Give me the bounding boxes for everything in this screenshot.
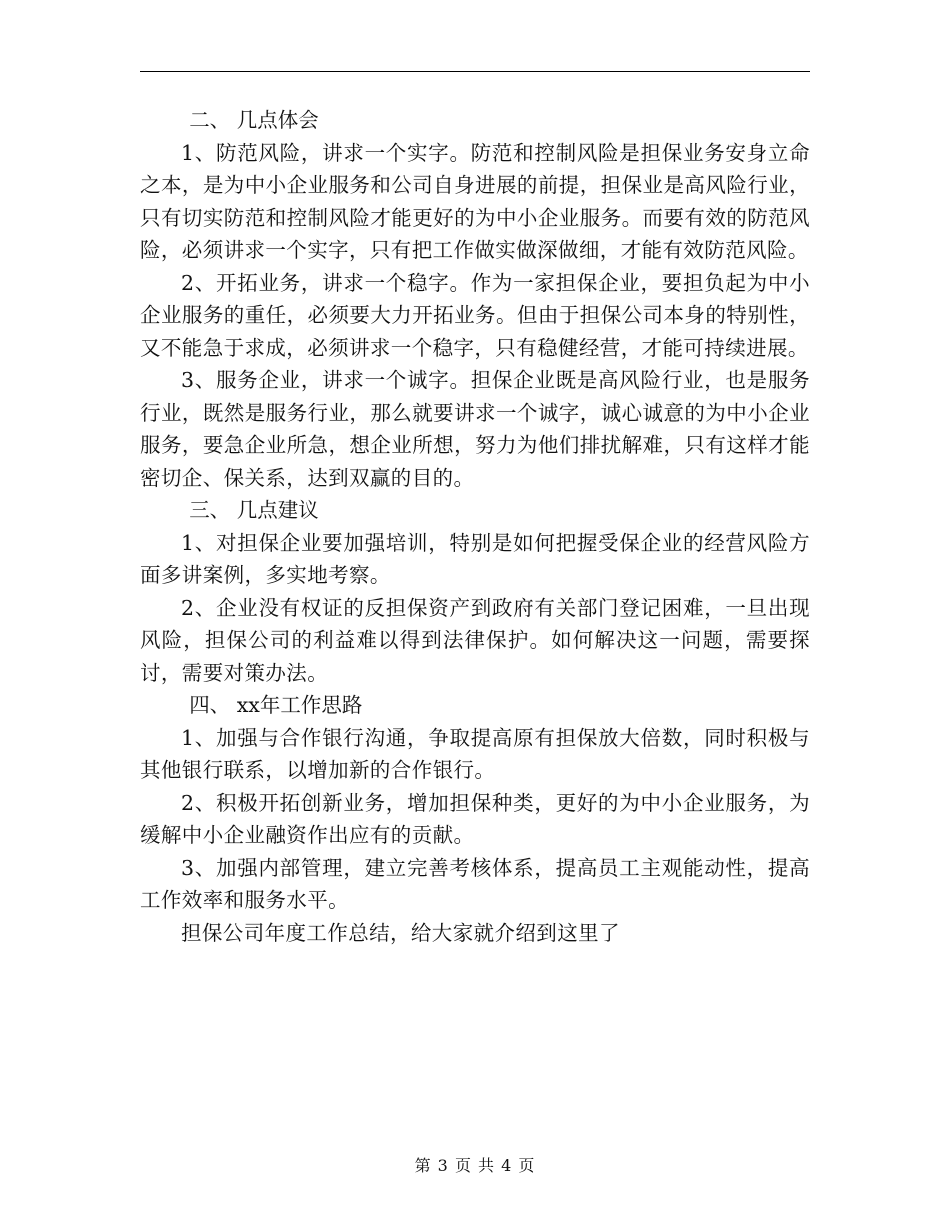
paragraph-2-1: 1、防范风险，讲求一个实字。防范和控制风险是担保业务安身立命之本，是为中小企业服务和公司自身进展的前提，担保业是高风险行业，只有切实防范和控制风险才能更好的为中小企业服务。而要有效的防范风险，必须讲求一个实字，只有把工作做实做深做细，才能有效防范风险。 bbox=[140, 140, 810, 262]
section-heading-2: 二、 几点体会 bbox=[189, 108, 319, 132]
section-heading-3: 三、 几点建议 bbox=[189, 498, 319, 522]
section-heading-4: 四、 xx年工作思路 bbox=[189, 693, 363, 717]
page-number-footer: 第 3 页 共 4 页 bbox=[414, 1156, 536, 1175]
paragraph-4-2: 2、积极开拓创新业务，增加担保种类，更好的为中小企业服务，为缓解中小企业融资作出应有的贡献。 bbox=[140, 790, 810, 847]
header-rule bbox=[140, 71, 810, 72]
document-body bbox=[140, 104, 810, 949]
paragraph-2-2: 2、开拓业务，讲求一个稳字。作为一家担保企业，要担负起为中小企业服务的重任，必须要大力开拓业务。但由于担保公司本身的特别性，又不能急于求成，必须讲求一个稳字，只有稳健经营，才能可持续进展。 bbox=[140, 270, 810, 360]
closing-line: 担保公司年度工作总结，给大家就介绍到这里了 bbox=[181, 920, 620, 945]
paragraph-3-2: 2、企业没有权证的反担保资产到政府有关部门登记困难，一旦出现风险，担保公司的利益难以得到法律保护。如何解决这一问题，需要探讨，需要对策办法。 bbox=[140, 595, 810, 685]
paragraph-4-3: 3、加强内部管理，建立完善考核体系，提高员工主观能动性，提高工作效率和服务水平。 bbox=[140, 855, 810, 912]
paragraph-3-1: 1、对担保企业要加强培训，特别是如何把握受保企业的经营风险方面多讲案例，多实地考察。 bbox=[140, 530, 810, 587]
paragraph-2-3: 3、服务企业，讲求一个诚字。担保企业既是高风险行业，也是服务行业，既然是服务行业，那么就要讲求一个诚字，诚心诚意的为中小企业服务，要急企业所急，想企业所想，努力为他们排扰解难，只有这样才能密切企、保关系，达到双赢的目的。 bbox=[140, 368, 810, 490]
paragraph-4-1: 1、加强与合作银行沟通，争取提高原有担保放大倍数，同时积极与其他银行联系，以增加新的合作银行。 bbox=[140, 725, 810, 782]
